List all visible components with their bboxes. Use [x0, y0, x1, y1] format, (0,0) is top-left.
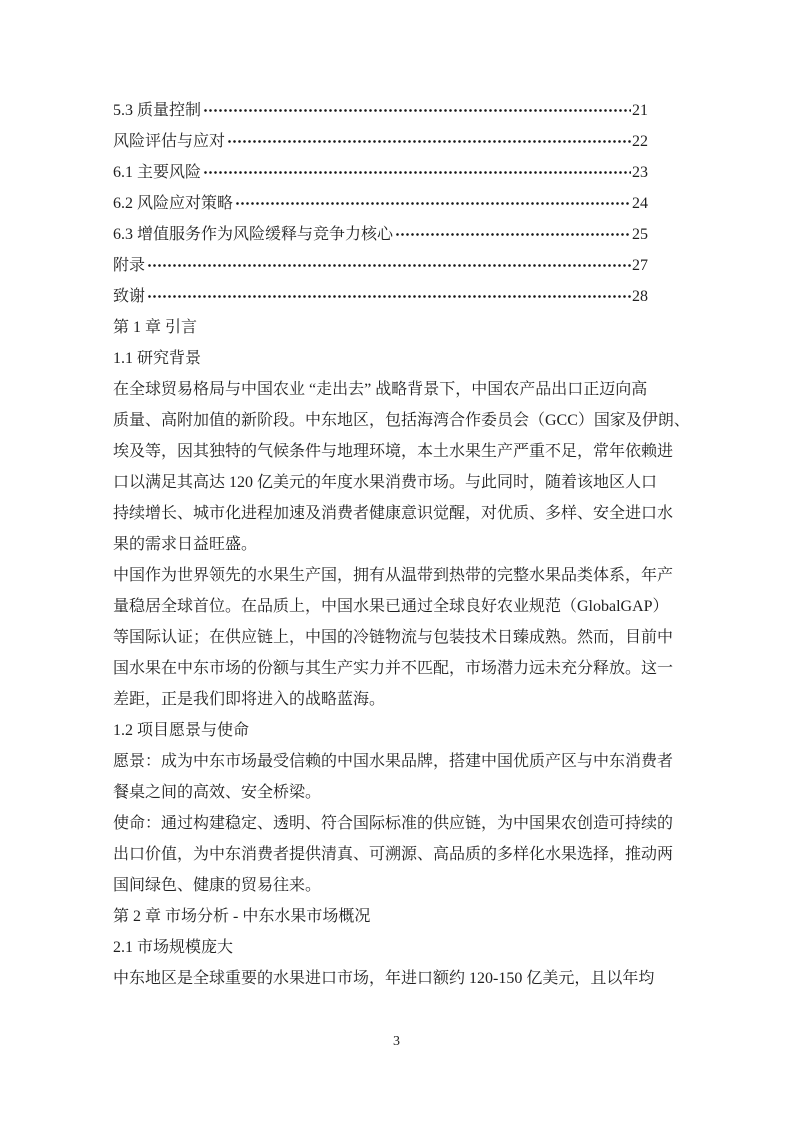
toc-leader-dots [235, 188, 631, 219]
toc-entry-title: 风险评估与应对 [113, 133, 226, 150]
text-line: 量稳居全球首位。在品质上，中国水果已通过全球良好农业规范（GlobalGAP） [113, 598, 669, 615]
text-line: 2.1 市场规模庞大 [113, 939, 234, 956]
toc-entry-page-number: 27 [632, 257, 648, 274]
text-line: 出口价值，为中东消费者提供清真、可溯源、高品质的多样化水果选择，推动两 [113, 846, 674, 863]
toc-entry-title: 致谢 [113, 288, 146, 305]
toc-entry-page-number: 25 [632, 226, 648, 243]
toc-entry [113, 126, 673, 157]
text-line: 1.2 项目愿景与使命 [113, 722, 250, 739]
text-line: 持续增长、城市化进程加速及消费者健康意识觉醒，对优质、多样、安全进口水 [113, 505, 674, 522]
text-line: 餐桌之间的高效、安全桥梁。 [113, 784, 322, 801]
text-line: 中东地区是全球重要的水果进口市场，年进口额约 120-150 亿美元，且以年均 [113, 970, 655, 987]
text-line: 第 1 章 引言 [113, 319, 198, 336]
toc-entry [113, 250, 673, 281]
text-line: 第 2 章 市场分析 - 中东水果市场概况 [113, 908, 371, 925]
text-line: 愿景：成为中东市场最受信赖的中国水果品牌，搭建中国优质产区与中东消费者 [113, 753, 674, 770]
table-of-contents [113, 95, 673, 312]
toc-entry [113, 157, 673, 188]
toc-leader-dots [147, 250, 631, 281]
toc-entry [113, 219, 673, 250]
text-line: 质量、高附加值的新阶段。中东地区，包括海湾合作委员会（GCC）国家及伊朗、 [113, 412, 690, 429]
page-number: 3 [393, 1034, 400, 1049]
toc-entry-page-number: 24 [632, 195, 648, 212]
text-line: 国间绿色、健康的贸易往来。 [113, 877, 322, 894]
toc-entry-page-number: 21 [632, 102, 648, 119]
text-line: 埃及等，因其独特的气候条件与地理环境，本土水果生产严重不足，常年依赖进 [113, 443, 674, 460]
text-line: 1.1 研究背景 [113, 350, 202, 367]
toc-entry-page-number: 28 [632, 288, 648, 305]
text-line: 国水果在中东市场的份额与其生产实力并不匹配，市场潜力远未充分释放。这一 [113, 660, 674, 677]
toc-leader-dots [147, 281, 631, 312]
text-line: 中国作为世界领先的水果生产国，拥有从温带到热带的完整水果品类体系，年产 [113, 567, 674, 584]
text-line: 等国际认证；在供应链上，中国的冷链物流与包装技术日臻成熟。然而，目前中 [113, 629, 674, 646]
text-line: 果的需求日益旺盛。 [113, 536, 258, 553]
text-line: 使命：通过构建稳定、透明、符合国际标准的供应链，为中国果农创造可持续的 [113, 815, 674, 832]
page-content [113, 95, 690, 994]
document-body [113, 312, 690, 994]
toc-entry-page-number: 23 [632, 164, 648, 181]
toc-entry-title: 附录 [113, 257, 146, 274]
text-line: 在全球贸易格局与中国农业 “走出去” 战略背景下，中国农产品出口正迈向高 [113, 381, 648, 398]
toc-entry [113, 95, 673, 126]
toc-leader-dots [395, 219, 631, 250]
toc-entry [113, 188, 673, 219]
text-line: 口以满足其高达 120 亿美元的年度水果消费市场。与此同时，随着该地区人口 [113, 474, 658, 491]
toc-entry-title: 6.3 增值服务作为风险缓释与竞争力核心 [113, 226, 394, 243]
toc-entry-title: 6.2 风险应对策略 [113, 195, 234, 212]
toc-leader-dots [203, 95, 631, 126]
toc-leader-dots [203, 157, 631, 188]
toc-entry-title: 6.1 主要风险 [113, 164, 202, 181]
text-line: 差距，正是我们即将进入的战略蓝海。 [113, 691, 386, 708]
toc-entry-page-number: 22 [632, 133, 648, 150]
toc-leader-dots [227, 126, 631, 157]
toc-entry-title: 5.3 质量控制 [113, 102, 202, 119]
toc-entry [113, 281, 673, 312]
